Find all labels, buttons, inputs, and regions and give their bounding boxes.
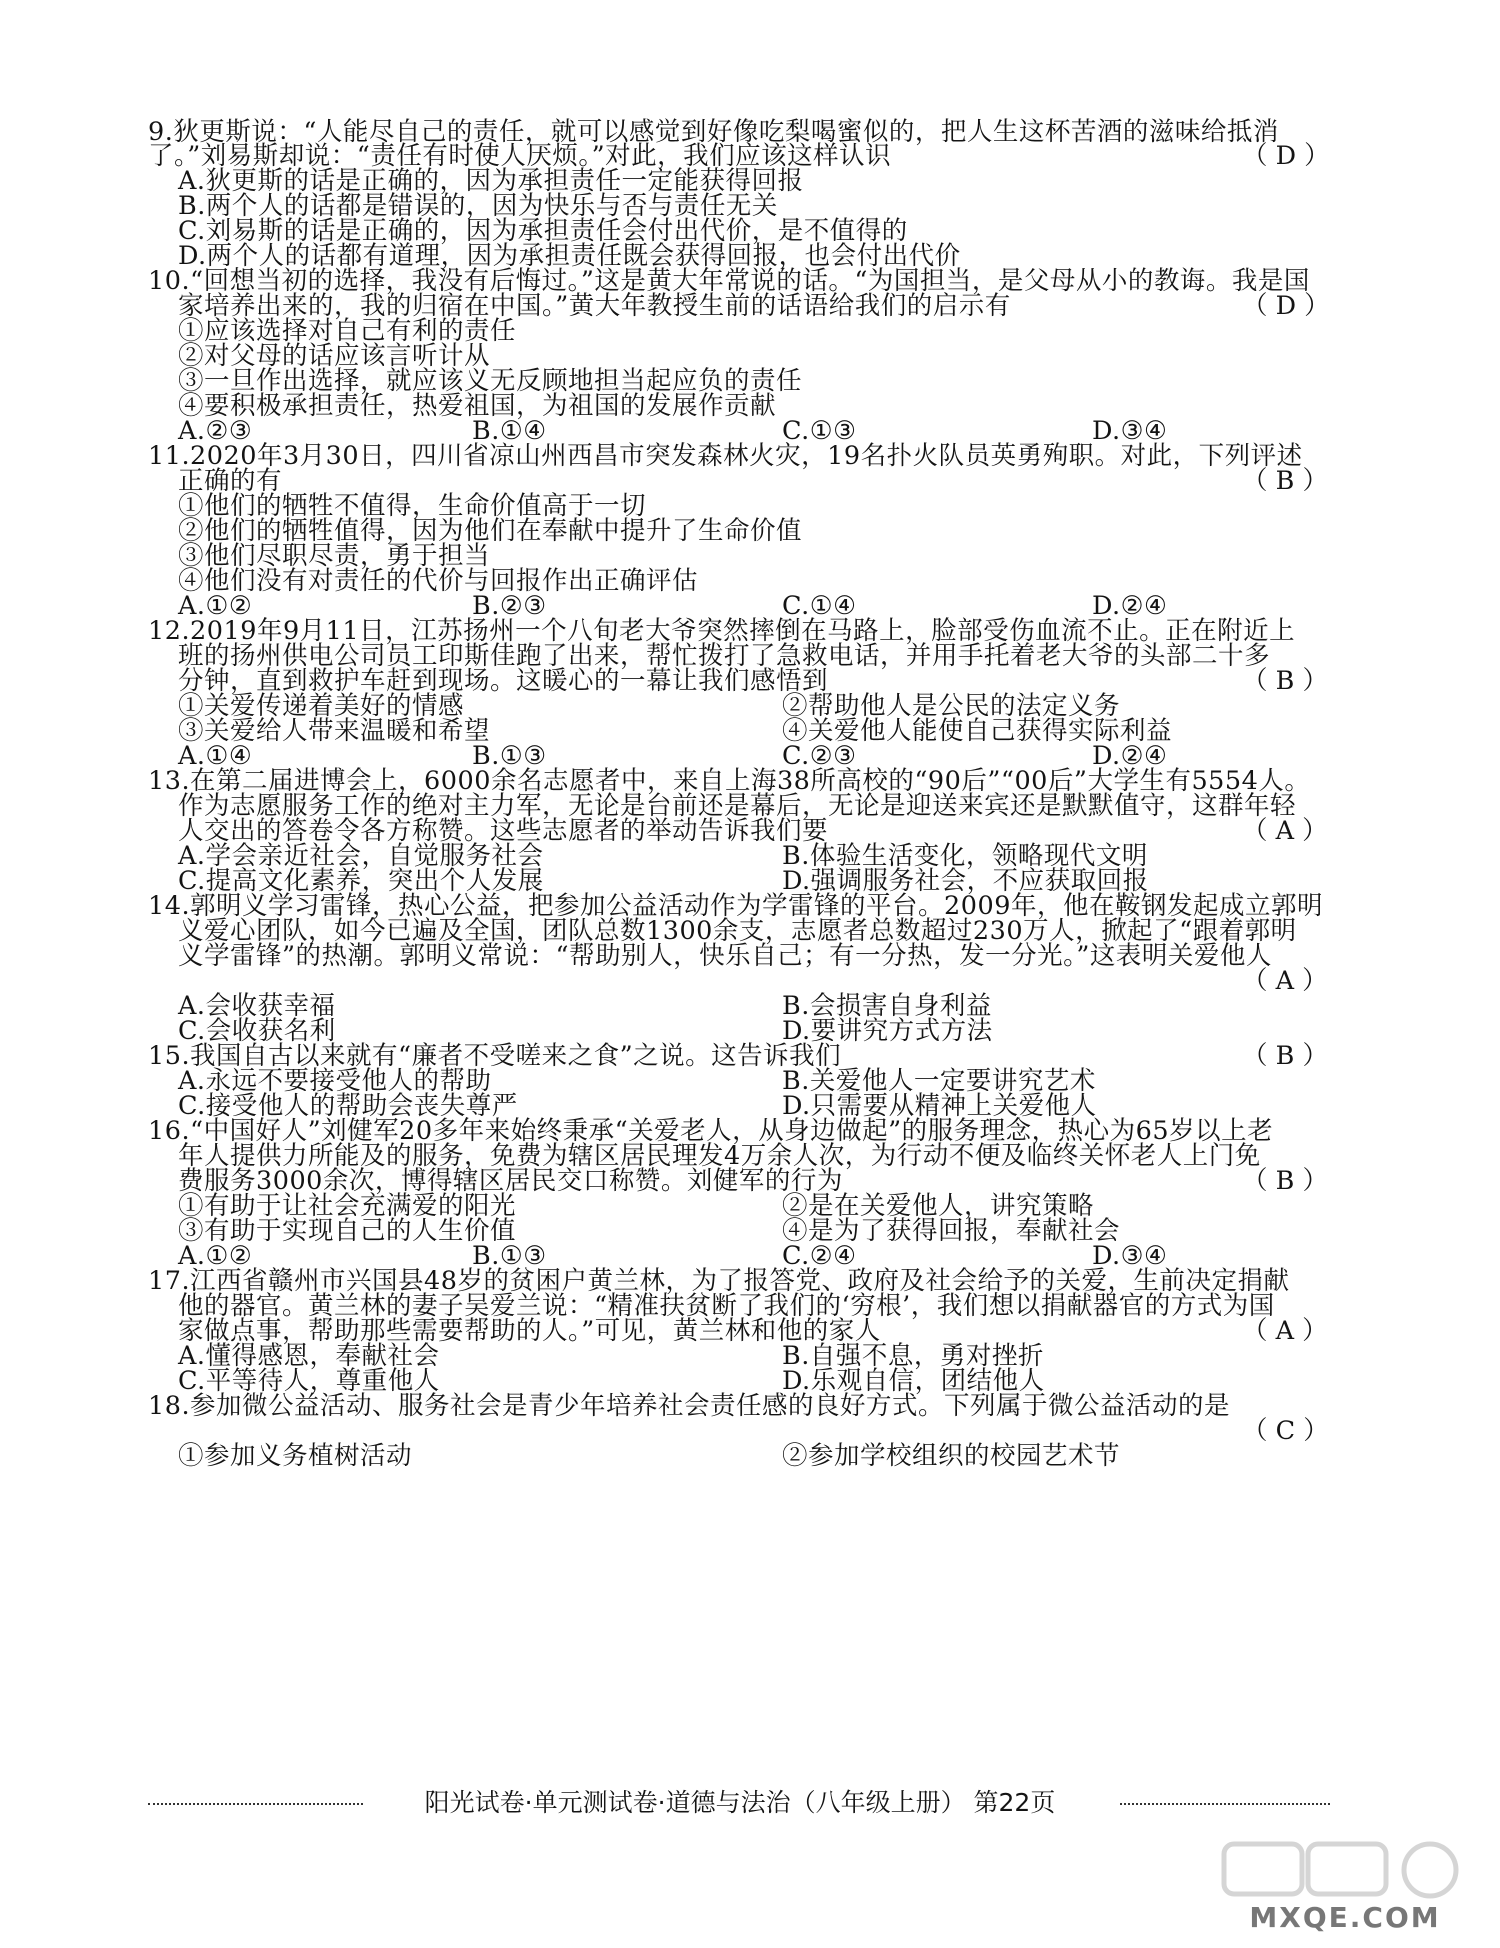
option-d: D.②④ xyxy=(1092,591,1168,621)
question-text-line: 义爱心团队，如今已遍及全国，团队总数1300余支，志愿者总数超过230万人，掀起了“跟着郭明 xyxy=(178,916,1297,946)
option-a: A.学会亲近社会，自觉服务社会 xyxy=(178,841,544,871)
question-text-line: 人交出的答卷令各方称赞。这些志愿者的举动告诉我们要 xyxy=(178,816,829,846)
statement-line: ②是在关爱他人，讲究策略 xyxy=(782,1191,1095,1221)
answer-bracket: （ B ） xyxy=(1242,1041,1328,1071)
option-c: C.会收获名利 xyxy=(178,1016,336,1046)
answer-bracket: （ C ） xyxy=(1242,1416,1329,1446)
option-c: C.接受他人的帮助会丧失尊严 xyxy=(178,1091,518,1121)
question-text-line: 家培养出来的，我的归宿在中国。”黄大年教授生前的话语给我们的启示有 xyxy=(178,291,1011,321)
answer-bracket: （ A ） xyxy=(1242,1316,1328,1346)
option-d: D.③④ xyxy=(1092,416,1168,446)
option-a: A.懂得感恩，奉献社会 xyxy=(178,1341,440,1371)
option-b: B.关爱他人一定要讲究艺术 xyxy=(782,1066,1096,1096)
statement-line: ④要积极承担责任，热爱祖国，为祖国的发展作贡献 xyxy=(178,391,777,421)
option-line: A.狄更斯的话是正确的，因为承担责任一定能获得回报 xyxy=(178,166,804,196)
option-c: C.平等待人，尊重他人 xyxy=(178,1366,440,1396)
option-d: D.③④ xyxy=(1092,1241,1168,1271)
answer-bracket: （ D ） xyxy=(1242,291,1330,321)
question-text-line: 15.我国自古以来就有“廉者不受嗟来之食”之说。这告诉我们 xyxy=(148,1041,842,1071)
statement-line: ④关爱他人能使自己获得实际利益 xyxy=(782,716,1173,746)
question-text-line: 家做点事，帮助那些需要帮助的人。”可见，黄兰林和他的家人 xyxy=(178,1316,881,1346)
option-b: B.①③ xyxy=(472,1241,547,1271)
statement-line: ①参加义务植树活动 xyxy=(178,1441,413,1471)
option-c: C.提高文化素养，突出个人发展 xyxy=(178,866,544,896)
option-c: C.②③ xyxy=(782,741,857,771)
statement-line: ③关爱给人带来温暖和希望 xyxy=(178,716,491,746)
option-line: B.两个人的话都是错误的，因为快乐与否与责任无关 xyxy=(178,191,778,221)
statement-line: ④他们没有对责任的代价与回报作出正确评估 xyxy=(178,566,699,596)
question-text-line: 正确的有 xyxy=(178,466,283,496)
statement-line: ①有助于让社会充满爱的阳光 xyxy=(178,1191,517,1221)
question-text-line: 18.参加微公益活动、服务社会是青少年培养社会责任感的良好方式。下列属于微公益活动的是 xyxy=(148,1391,1231,1421)
option-b: B.体验生活变化，领略现代文明 xyxy=(782,841,1148,871)
question-text-line: 17.江西省赣州市兴国县48岁的贫困户黄兰林，为了报答党、政府及社会给予的关爱，生前决定捐献 xyxy=(148,1266,1290,1296)
question-text-line: 班的扬州供电公司员工印斯佳跑了出来，帮忙拨打了急救电话，并用手托着老大爷的头部二十多 xyxy=(178,641,1271,671)
option-d: D.②④ xyxy=(1092,741,1168,771)
statement-line: ①他们的牺牲不值得，生命价值高于一切 xyxy=(178,491,647,521)
option-d: D.乐观自信，团结他人 xyxy=(782,1366,1045,1396)
statement-line: ②帮助他人是公民的法定义务 xyxy=(782,691,1121,721)
page-footer: 阳光试卷·单元测试卷·道德与法治（八年级上册） 第22页 xyxy=(424,1788,1056,1817)
question-text-line: 了。”刘易斯却说：“责任有时使人厌烦。”对此，我们应该这样认识 xyxy=(148,141,892,171)
answer-bracket: （ B ） xyxy=(1242,466,1328,496)
statement-line: ②他们的牺牲值得，因为他们在奉献中提升了生命价值 xyxy=(178,516,803,546)
question-text-line: 作为志愿服务工作的绝对主力军，无论是台前还是幕后，无论是迎送来宾还是默默值守，这群年轻 xyxy=(178,791,1297,821)
option-a: A.①② xyxy=(178,1241,253,1271)
question-text-line: 9.狄更斯说：“人能尽自己的责任，就可以感觉到好像吃梨喝蜜似的，把人生这杯苦酒的滋味给抵消 xyxy=(148,117,1279,147)
option-a: A.永远不要接受他人的帮助 xyxy=(178,1066,492,1096)
option-b: B.②③ xyxy=(472,591,547,621)
statement-line: ③有助于实现自己的人生价值 xyxy=(178,1216,517,1246)
question-text-line: 年人提供力所能及的服务，免费为辖区居民理发4万余人次，为行动不便及临终关怀老人上门免 xyxy=(178,1141,1261,1171)
statement-line: ①关爱传递着美好的情感 xyxy=(178,691,465,721)
footer-dotted-rule-right xyxy=(1120,1803,1330,1805)
option-a: A.①④ xyxy=(178,741,253,771)
option-b: B.①③ xyxy=(472,741,547,771)
question-text-line: 12.2019年9月11日，江苏扬州一个八旬老大爷突然摔倒在马路上，脸部受伤血流不止。正在附近上 xyxy=(148,616,1296,646)
question-text-line: 分钟，直到救护车赶到现场。这暖心的一幕让我们感悟到 xyxy=(178,666,829,696)
statement-line: ④是为了获得回报，奉献社会 xyxy=(782,1216,1121,1246)
question-text-line: 14.郭明义学习雷锋，热心公益，把参加公益活动作为学雷锋的平台。2009年，他在鞍钢发起成立郭明 xyxy=(148,891,1323,921)
option-c: C.①③ xyxy=(782,416,857,446)
answer-bracket: （ B ） xyxy=(1242,666,1328,696)
option-b: B.①④ xyxy=(472,416,547,446)
option-a: A.会收获幸福 xyxy=(178,991,336,1021)
question-text-line: 11.2020年3月30日，四川省凉山州西昌市突发森林火灾，19名扑火队员英勇殉职。对此，下列评述 xyxy=(148,441,1303,471)
statement-line: ②参加学校组织的校园艺术节 xyxy=(782,1441,1121,1471)
option-c: C.②④ xyxy=(782,1241,857,1271)
answer-bracket: （ A ） xyxy=(1242,966,1328,996)
option-a: A.①② xyxy=(178,591,253,621)
answer-bracket: （ A ） xyxy=(1242,816,1328,846)
option-d: D.只需要从精神上关爱他人 xyxy=(782,1091,1097,1121)
footer-dotted-rule-left xyxy=(148,1803,363,1805)
option-d: D.要讲究方式方法 xyxy=(782,1016,993,1046)
statement-line: ③一旦作出选择，就应该义无反顾地担当起应负的责任 xyxy=(178,366,803,396)
option-line: D.两个人的话都有道理，因为承担责任既会获得回报，也会付出代价 xyxy=(178,241,961,271)
option-line: C.刘易斯的话是正确的，因为承担责任会付出代价，是不值得的 xyxy=(178,216,908,246)
statement-line: ②对父母的话应该言听计从 xyxy=(178,341,491,371)
statement-line: ①应该选择对自己有利的责任 xyxy=(178,316,517,346)
option-c: C.①④ xyxy=(782,591,857,621)
question-text-line: 10.“回想当初的选择，我没有后悔过。”这是黄大年常说的话。“为国担当，是父母从小的教诲。我是国 xyxy=(148,266,1310,296)
option-a: A.②③ xyxy=(178,416,253,446)
statement-line: ③他们尽职尽责，勇于担当 xyxy=(178,541,491,571)
option-d: D.强调服务社会，不应获取回报 xyxy=(782,866,1149,896)
question-text-line: 义学雷锋”的热潮。郭明义常说：“帮助别人，快乐自己；有一分热，发一分光。”这表明关爱他人 xyxy=(178,941,1272,971)
question-text-line: 16.“中国好人”刘健军20多年来始终秉承“关爱老人，从身边做起”的服务理念，热心为65岁以上老 xyxy=(148,1116,1274,1146)
question-text-line: 他的器官。黄兰林的妻子吴爱兰说：“精准扶贫断了我们的‘穷根’，我们想以捐献器官的方式为国 xyxy=(178,1291,1275,1321)
question-text-line: 费服务3000余次，博得辖区居民交口称赞。刘健军的行为 xyxy=(178,1166,843,1196)
answer-bracket: （ B ） xyxy=(1242,1166,1328,1196)
watermark-text: MXQE.COM xyxy=(1249,1901,1441,1934)
question-text-line: 13.在第二届进博会上，6000余名志愿者中，来自上海38所高校的“90后”“00后”大学生有5554人。 xyxy=(148,766,1311,796)
option-b: B.自强不息，勇对挫折 xyxy=(782,1341,1044,1371)
option-b: B.会损害自身利益 xyxy=(782,991,992,1021)
answer-bracket: （ D ） xyxy=(1242,141,1330,171)
